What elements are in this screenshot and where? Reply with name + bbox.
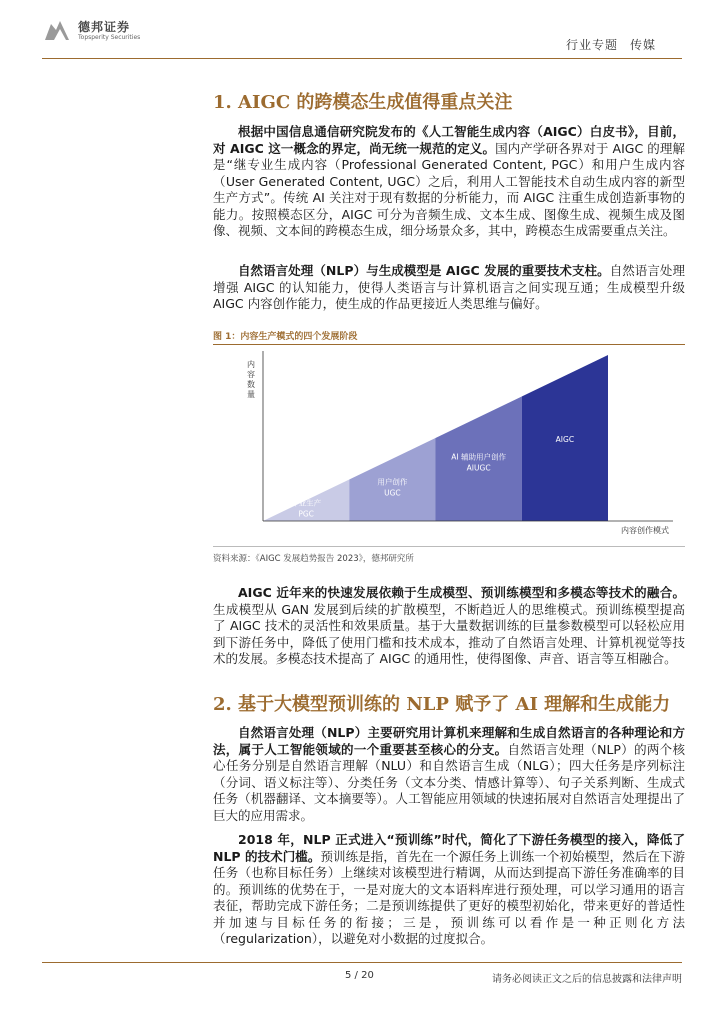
- stage-label-3: AI 辅助用户创作: [451, 452, 506, 462]
- section-2-title: 2. 基于大模型预训练的 NLP 赋予了 AI 理解和生成能力: [213, 694, 671, 715]
- para-lead: 自然语言处理（NLP）与生成模型是 AIGC 发展的重要技术支柱。: [238, 263, 610, 278]
- figure-title: 图 1：内容生产模式的四个发展阶段: [213, 332, 358, 342]
- para-body: 生成模型从 GAN 发展到后续的扩散模型，不断趋近人的思维模式。预训练模型提高了 AIGC 技术的灵活性和效果质量。基于大量数据训练的巨量参数模型可以轻松应用到下游任务中，降低了使用门槛和技术成本，推动了自然语言处理、计算机视觉等技术的发展。多模态技术提高了 AIGC 的通用性，使得图像、声音、语言等互相融合。: [213, 601, 685, 666]
- para-body: 预训练是指，首先在一个源任务上训练一个初始模型，然后在下游任务（也称目标任务）上继续对该模型进行精调，从而达到提高下游任务准确率的目的。预训练的优势在于，一是对庞大的文本语料库进行预处理，可以学习通用的语言表征，帮助完成下游任务；二是预训练提供了更好的模型初始化，带来更好的普适性并加速与目标任务的衔接；三是，预训练可以看作是一种正则化方法（regularization），以避免对小数据的过度拟合。: [213, 848, 685, 946]
- section-1-paragraph-1: [213, 124, 685, 240]
- stage-label-4: AIGC: [555, 435, 575, 444]
- stage-label-3: AIUGC: [466, 463, 491, 473]
- para-lead: AIGC 近年来的快速发展依赖于生成模型、预训练模型和多模态等技术的融合。: [238, 585, 685, 600]
- figure-source: 资料来源：《AIGC 发展趋势报告 2023》，德邦研究所: [213, 554, 414, 564]
- para-body: 自然语言处理增强 AIGC 的认知能力，使得人类语言与计算机语言之间实现互通；生成模型升级 AIGC 内容创作能力，使生成的作品更接近人类思维与偏好。: [213, 263, 685, 311]
- para-lead: 2018 年，NLP 正式进入“预训练”时代，简化了下游任务模型的接入，降低了 NLP 的技术门槛。: [213, 832, 685, 864]
- middle-paragraph: [213, 585, 685, 668]
- section-1-paragraph-2: [213, 263, 685, 313]
- report-category: [566, 36, 656, 53]
- figure-top-rule: [213, 344, 685, 345]
- page-number: 5 / 20: [345, 970, 374, 981]
- stage-label-2: UGC: [384, 488, 401, 498]
- y-axis-label: 内容数量: [247, 360, 255, 399]
- para-lead: 根据中国信息通信研究院发布的《人工智能生成内容（AIGC）白皮书》，目前，对 AIGC 这一概念的界定，尚无统一规范的定义。: [213, 124, 685, 156]
- stage-label-1: 专业生产: [291, 498, 322, 508]
- para-lead: 自然语言处理（NLP）主要研究用计算机来理解和生成自然语言的各种理论和方法，属于人工智能领域的一个重要甚至核心的分支。: [213, 725, 685, 757]
- section-2-paragraph-2: [213, 832, 685, 948]
- content-production-chart: [213, 347, 685, 543]
- section-2-paragraph-1: [213, 725, 685, 824]
- stage-label-1: PGC: [298, 509, 314, 519]
- sector-label: 传媒: [629, 38, 656, 52]
- company-logo: [42, 16, 172, 48]
- x-axis-label: 内容创作模式: [621, 526, 669, 535]
- header-divider: [42, 58, 682, 59]
- stage-label-2: 用户创作: [377, 477, 408, 487]
- para-body: 国内产学研各界对于 AIGC 的理解是“继专业生成内容（Professional Generated Content, PGC）和用户生成内容（User Generated Content, UGC）之后，利用人工智能技术自动生成内容的新型生产方式”。传统 AI 关注对于现有数据的分析能力，而 AIGC 注重生成创造新事物的能力。按照模态区分，AIGC 可分为音频生成、文本生成、图像生成、视频生成及图像、视频、文本间的跨模态生成，细分场景众多，其中，跨模态生成需要重点关注。: [213, 140, 685, 238]
- disclaimer: 请务必阅读正文之后的信息披露和法律声明: [492, 974, 682, 985]
- section-1-title: 1. AIGC 的跨模态生成值得重点关注: [213, 92, 513, 113]
- logo-text-en: Topsperity Securities: [78, 34, 141, 41]
- para-body: 自然语言处理（NLP）的两个核心任务分别是自然语言理解（NLU）和自然语言生成（NLG）；四大任务是序列标注（分词、语义标注等）、分类任务（文本分类、情感计算等）、句子关系判断、生成式任务（机器翻译、文本摘要等）。人工智能应用领域的快速拓展对自然语言处理提出了巨大的应用需求。: [213, 741, 685, 823]
- category-label: 行业专题: [565, 38, 618, 52]
- logo-text-cn: 德邦证券: [78, 20, 131, 34]
- figure-bottom-rule: [213, 546, 685, 547]
- logo-mark-icon: [42, 18, 72, 44]
- footer-divider: [42, 962, 682, 963]
